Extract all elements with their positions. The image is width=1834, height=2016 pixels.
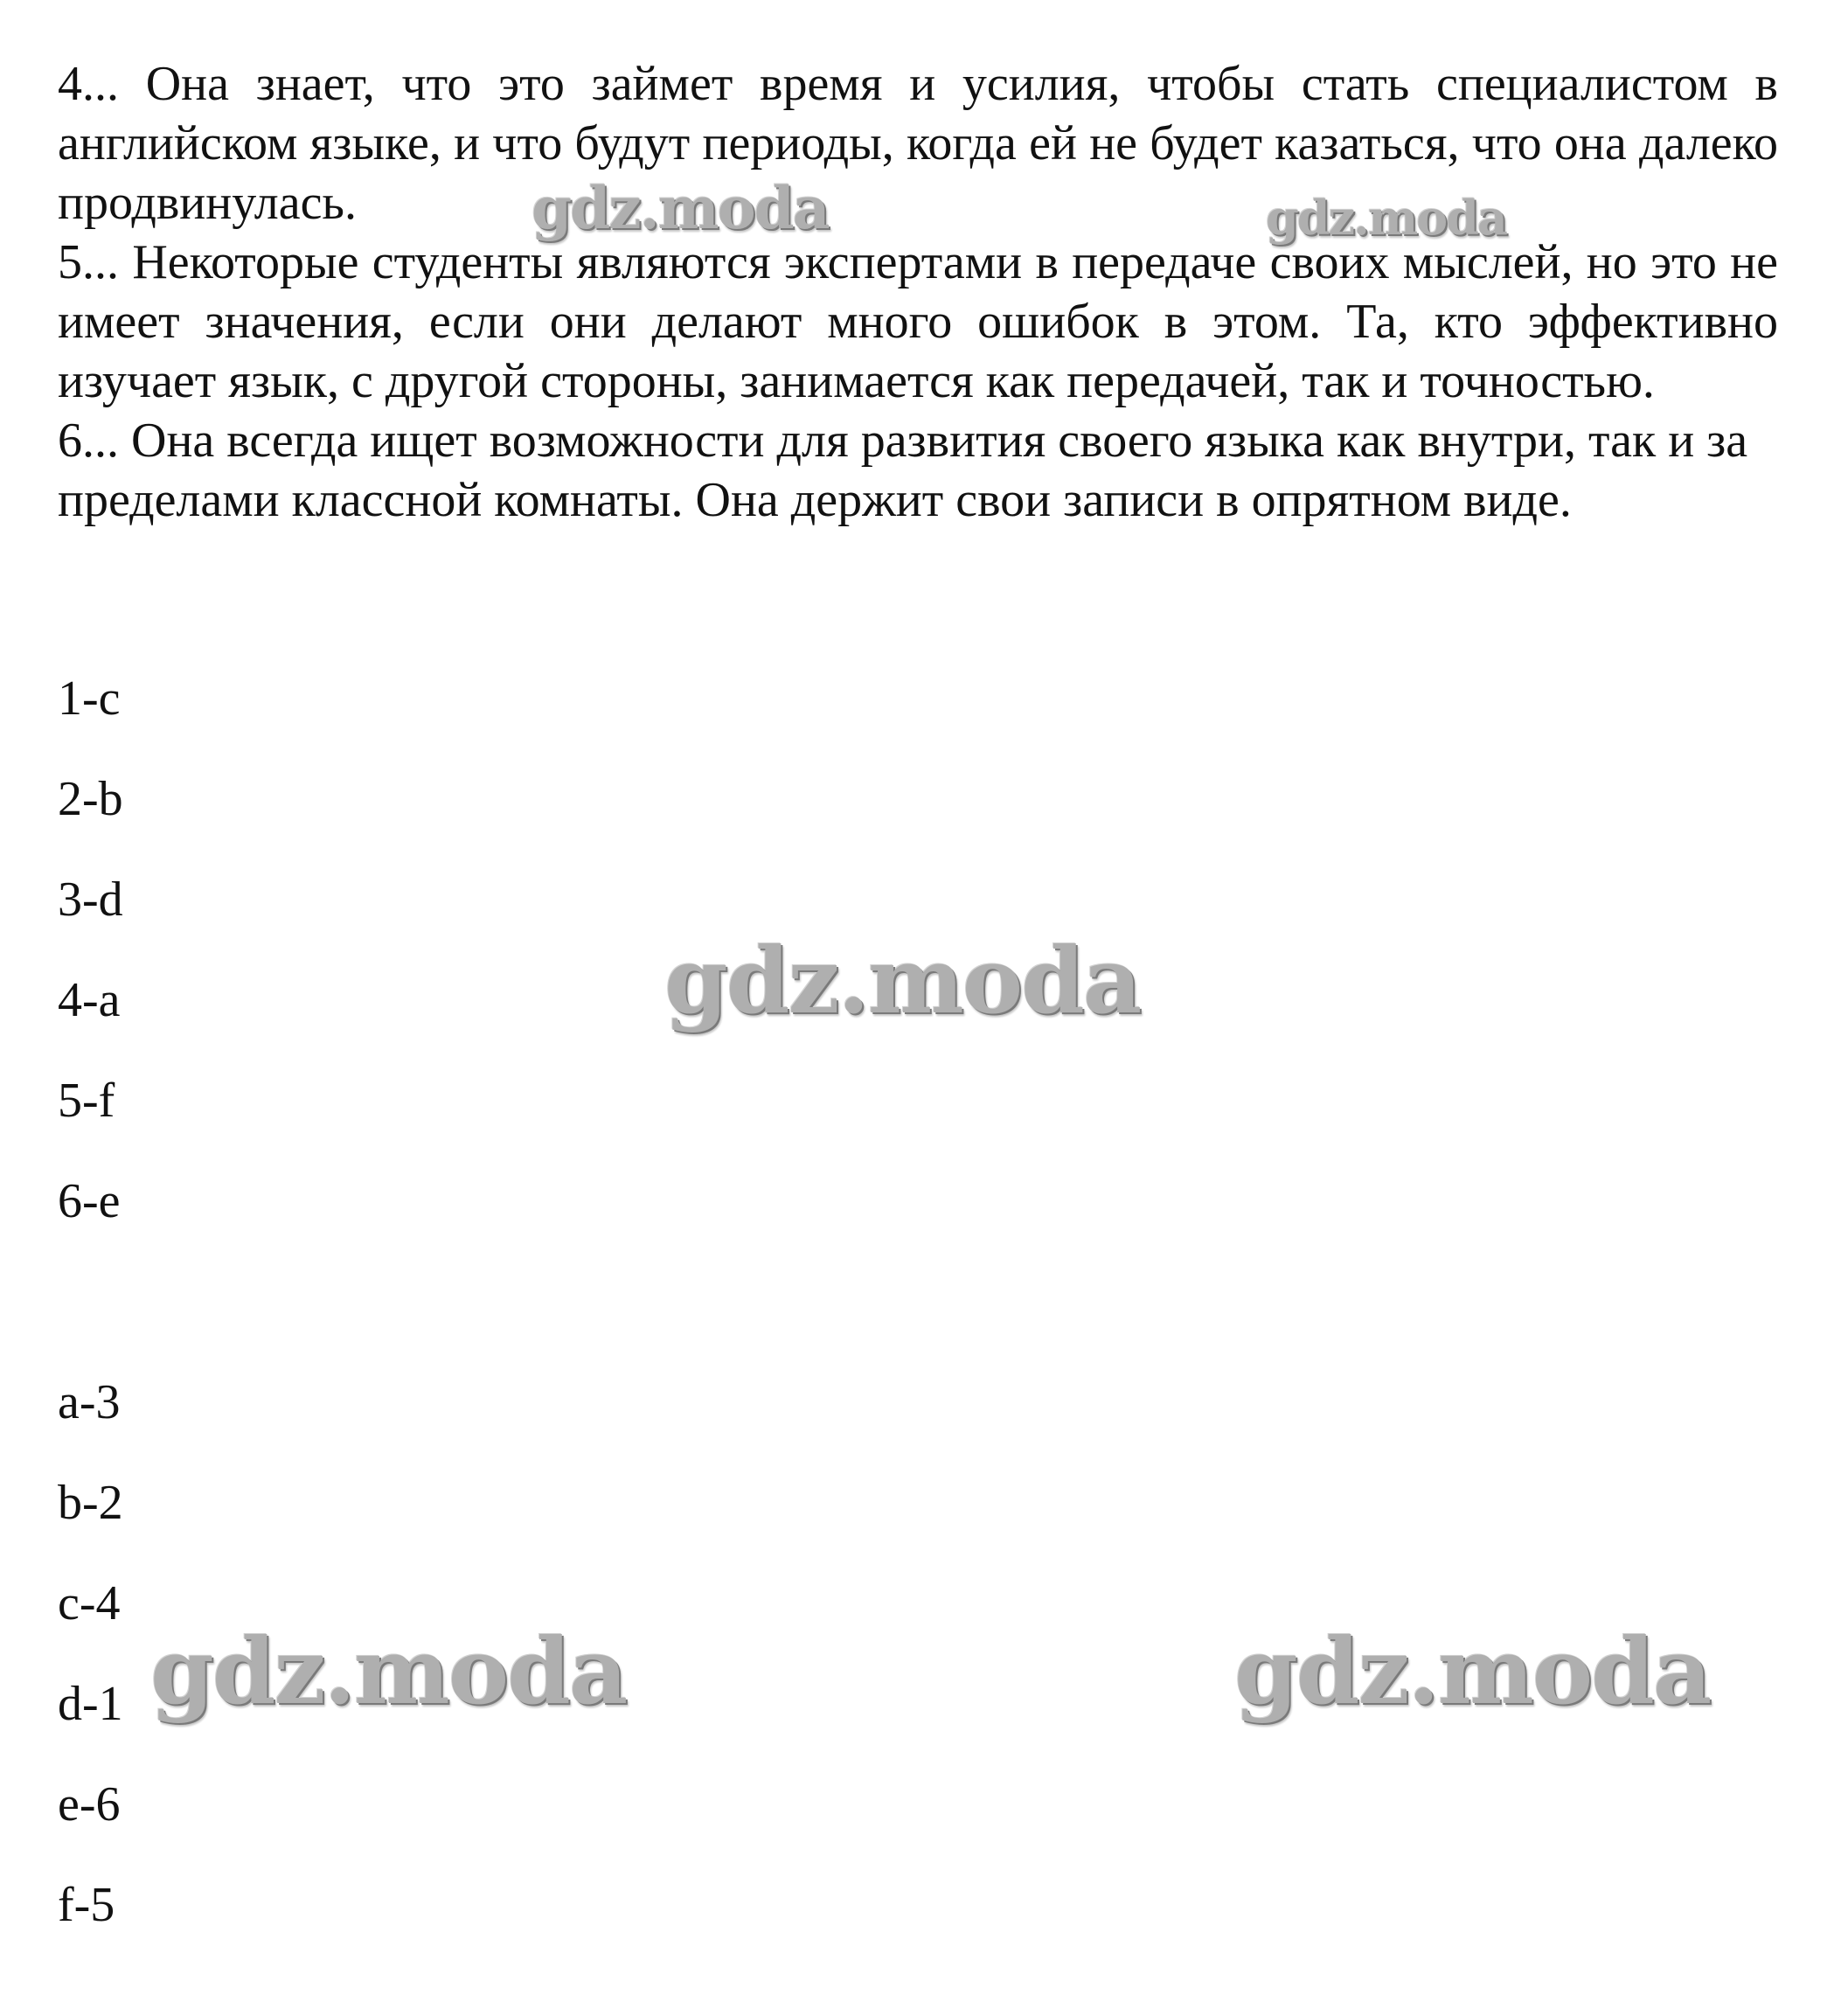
- paragraph-5: 5... Некоторые студенты являются экспертами в передаче своих мыслей, но это не имеет значения, если они делают много ошибок в этом. Та, кто эффективно изучает язык, с другой стороны, занимается как передачей, так и точностью.: [58, 235, 1778, 408]
- answer-d: d-1: [58, 1677, 123, 1731]
- watermark-top-left: gdz.moda: [531, 174, 829, 242]
- answer-2: 2-b: [58, 772, 123, 826]
- answer-5: 5-f: [58, 1074, 115, 1128]
- watermark-bottom-left: gdz.moda: [150, 1617, 627, 1725]
- answer-b: b-2: [58, 1476, 123, 1530]
- answer-3: 3-d: [58, 872, 123, 927]
- answer-f: f-5: [58, 1878, 115, 1932]
- answer-6: 6-e: [58, 1174, 121, 1228]
- answer-4: 4-a: [58, 973, 121, 1027]
- paragraph-6: 6... Она всегда ищет возможности для развития своего языка как внутри, так и за пределами классной комнаты. Она держит свои записи в опрятном виде.: [58, 414, 1748, 527]
- answer-c: c-4: [58, 1576, 121, 1630]
- watermark-center: gdz.moda: [664, 927, 1141, 1034]
- watermark-bottom-right: gdz.moda: [1234, 1617, 1711, 1725]
- paragraph-4: 4... Она знает, что это займет время и усилия, чтобы стать специалистом в английском языке, и что будут периоды, когда ей не будет казаться, что она далеко продвинулась.: [58, 57, 1778, 230]
- text-block: [58, 54, 1778, 530]
- answer-a: a-3: [58, 1375, 121, 1429]
- answer-e: e-6: [58, 1777, 121, 1832]
- watermark-top-right: gdz.moda: [1266, 190, 1506, 246]
- answer-1: 1-c: [58, 671, 121, 726]
